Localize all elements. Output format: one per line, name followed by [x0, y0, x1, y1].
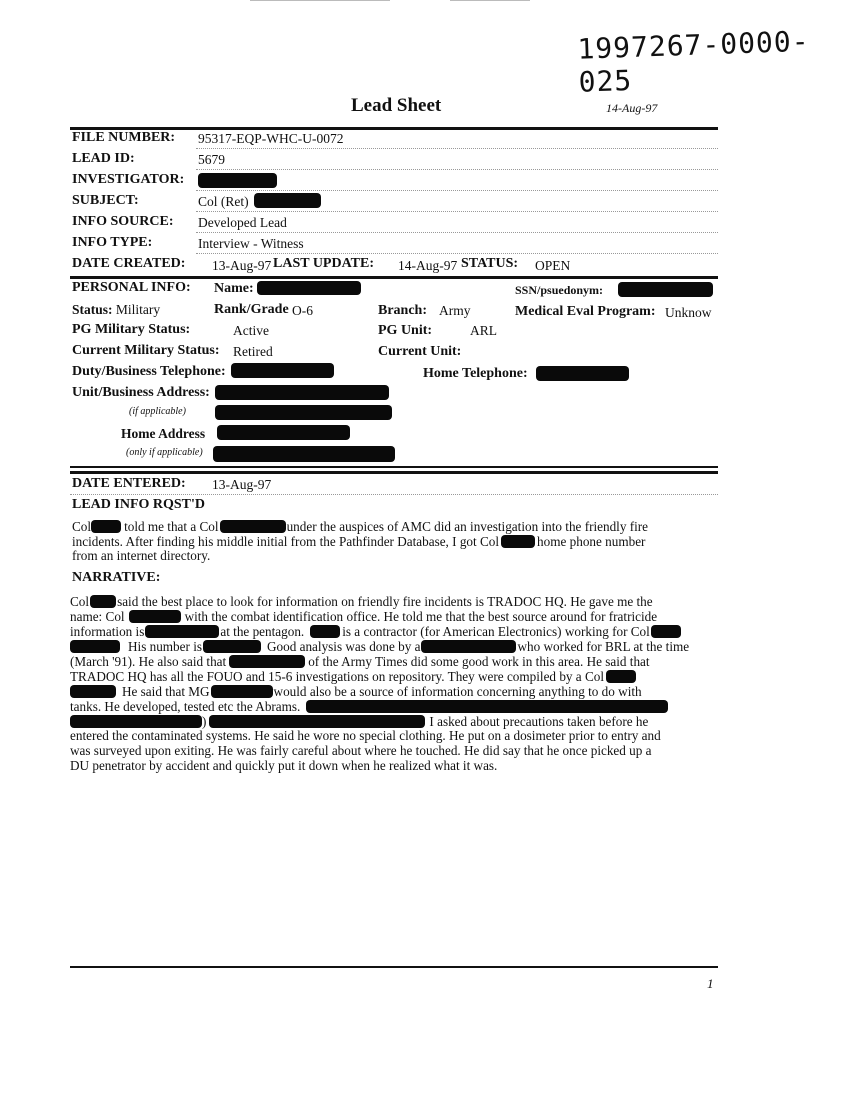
mil-status-value: Military — [115, 302, 161, 317]
text-fragment: told me that a Col — [124, 519, 219, 534]
text-line: from an internet directory. — [72, 548, 211, 563]
divider — [196, 190, 718, 191]
divider — [196, 211, 718, 212]
text-fragment: information is — [70, 624, 145, 639]
last-update-value: 14-Aug-97 — [398, 258, 458, 273]
file-number-label: FILE NUMBER: — [72, 130, 176, 145]
redaction — [231, 363, 334, 378]
text-fragment: Col — [70, 594, 90, 609]
text-line — [70, 698, 689, 713]
redaction — [217, 425, 350, 440]
home-address-label: Home Address — [121, 426, 206, 441]
text-fragment: tanks. He developed, tested etc the Abrams. — [70, 699, 301, 714]
pg-mil-status-label: PG Military Status: — [72, 322, 191, 337]
text-line — [70, 713, 689, 728]
text-line — [70, 593, 689, 608]
info-source-value: Developed Lead — [198, 215, 287, 230]
text-fragment: who worked for BRL at the time — [517, 639, 690, 654]
page-number: 1 — [707, 976, 714, 991]
text-fragment: Good analysis was done by a — [267, 639, 421, 654]
info-type-value: Interview - Witness — [198, 236, 304, 251]
text-line: DU penetrator by accident and quickly put it down when he realized what it was. — [70, 758, 498, 773]
section-rule — [70, 276, 718, 279]
date-created-value: 13-Aug-97 — [212, 258, 272, 273]
date-entered-label: DATE ENTERED: — [72, 476, 186, 491]
text-fragment: (March '91). He also said that — [70, 654, 227, 669]
text-line: entered the contaminated systems. He said he wore no special clothing. He put on a dosimeter prior to entry and — [70, 728, 661, 743]
redaction — [213, 446, 395, 462]
scan-mark — [450, 0, 530, 1]
text-fragment: with the combat identification office. He told me that the best source around for fratricide — [184, 609, 658, 624]
redaction — [215, 405, 392, 420]
redaction — [91, 520, 121, 533]
text-line — [70, 608, 689, 623]
lead-info-text — [72, 518, 648, 563]
text-line — [72, 518, 648, 533]
redaction — [618, 282, 713, 297]
handwritten-document-id: 1997267-0000-025 — [576, 24, 811, 99]
redaction — [211, 685, 273, 698]
text-line: was surveyed upon exiting. He was fairly careful about where he touched. He did say that he once picked up a — [70, 743, 652, 758]
rank-value: O-6 — [292, 303, 313, 318]
home-phone-label: Home Telephone: — [423, 366, 528, 381]
current-unit-label: Current Unit: — [378, 344, 462, 359]
mil-status-label: Status: — [72, 302, 113, 317]
page-title: Lead Sheet — [351, 95, 442, 116]
duty-phone-label: Duty/Business Telephone: — [72, 364, 226, 379]
header-date: 14-Aug-97 — [606, 101, 658, 115]
scan-mark — [250, 0, 390, 1]
current-mil-status-label: Current Military Status: — [72, 343, 220, 358]
unit-address-label: Unit/Business Address: — [72, 385, 210, 400]
if-applicable-note: (if applicable) — [129, 406, 186, 417]
redaction — [203, 640, 261, 653]
pg-unit-value: ARL — [470, 323, 497, 338]
text-line — [70, 683, 689, 698]
redaction — [310, 625, 340, 638]
text-fragment: I asked about precautions taken before he — [429, 714, 649, 729]
text-line — [70, 623, 689, 638]
branch-label: Branch: — [378, 303, 427, 318]
name-label: Name: — [214, 281, 254, 296]
redaction — [651, 625, 681, 638]
divider — [196, 232, 718, 233]
info-type-label: INFO TYPE: — [72, 235, 153, 250]
redaction — [215, 385, 389, 400]
ssn-label: SSN/psuedonym: — [515, 283, 604, 297]
text-line — [70, 653, 689, 668]
section-rule — [70, 471, 718, 474]
redaction — [501, 535, 535, 548]
text-fragment: Col — [72, 519, 92, 534]
redaction — [306, 700, 668, 713]
branch-value: Army — [439, 303, 471, 318]
last-update-label: LAST UPDATE: — [273, 256, 375, 271]
medical-label: Medical Eval Program: — [515, 304, 656, 319]
text-fragment: is a contractor (for American Electronics) working for Col — [342, 624, 650, 639]
only-if-applicable-note: (only if applicable) — [126, 447, 203, 458]
redaction — [145, 625, 219, 638]
date-created-label: DATE CREATED: — [72, 256, 186, 271]
lead-id-value: 5679 — [198, 152, 225, 167]
redaction — [257, 281, 361, 295]
text-fragment: home phone number — [537, 534, 646, 549]
text-fragment: ) — [202, 714, 207, 729]
lead-id-label: LEAD ID: — [72, 151, 135, 166]
divider — [196, 148, 718, 149]
text-line — [72, 533, 648, 548]
divider — [70, 494, 718, 495]
text-fragment: under the auspices of AMC did an investigation into the friendly fire — [286, 519, 649, 534]
investigator-label: INVESTIGATOR: — [72, 172, 185, 187]
redaction — [229, 655, 305, 668]
text-fragment: He said that MG — [122, 684, 210, 699]
pg-unit-label: PG Unit: — [378, 323, 433, 338]
text-fragment: incidents. After finding his middle initial from the Pathfinder Database, I got Col — [72, 534, 500, 549]
info-source-label: INFO SOURCE: — [72, 214, 174, 229]
redaction — [70, 715, 202, 728]
redaction — [90, 595, 116, 608]
section-rule — [70, 466, 718, 468]
lead-info-label: LEAD INFO RQST'D — [72, 497, 206, 512]
date-entered-value: 13-Aug-97 — [212, 477, 272, 492]
text-fragment: said the best place to look for information on friendly fire incidents is TRADOC HQ. He gave me the — [117, 594, 653, 609]
file-number-value: 95317-EQP-WHC-U-0072 — [198, 131, 344, 146]
text-line — [70, 668, 689, 683]
redaction — [70, 685, 116, 698]
narrative-label: NARRATIVE: — [72, 570, 161, 585]
redaction — [198, 173, 277, 188]
status-value: OPEN — [535, 258, 571, 273]
text-fragment: His number is — [128, 639, 202, 654]
status-military-label — [72, 302, 160, 318]
text-line — [70, 638, 689, 653]
redaction — [70, 640, 120, 653]
text-fragment: name: Col — [70, 609, 125, 624]
redaction — [421, 640, 516, 653]
subject-value: Col (Ret) — [198, 194, 249, 209]
redaction — [254, 193, 321, 208]
text-fragment: at the pentagon. — [220, 624, 305, 639]
text-fragment: of the Army Times did some good work in this area. He said that — [308, 654, 650, 669]
medical-value: Unknow — [665, 305, 712, 320]
status-label: STATUS: — [461, 256, 519, 271]
redaction — [129, 610, 181, 623]
footer-rule — [70, 966, 718, 968]
pg-mil-status-value: Active — [233, 323, 269, 338]
text-fragment: TRADOC HQ has all the FOUO and 15-6 investigations on repository. They were compiled by a Col — [70, 669, 605, 684]
current-mil-status-value: Retired — [233, 344, 273, 359]
redaction — [220, 520, 286, 533]
redaction — [536, 366, 629, 381]
redaction — [209, 715, 425, 728]
text-fragment: would also be a source of information concerning anything to do with — [273, 684, 642, 699]
divider — [196, 253, 718, 254]
narrative-text — [70, 593, 689, 773]
personal-info-label: PERSONAL INFO: — [72, 280, 191, 295]
redaction — [606, 670, 636, 683]
divider — [196, 169, 718, 170]
subject-label: SUBJECT: — [72, 193, 139, 208]
rank-label: Rank/Grade — [214, 302, 289, 317]
